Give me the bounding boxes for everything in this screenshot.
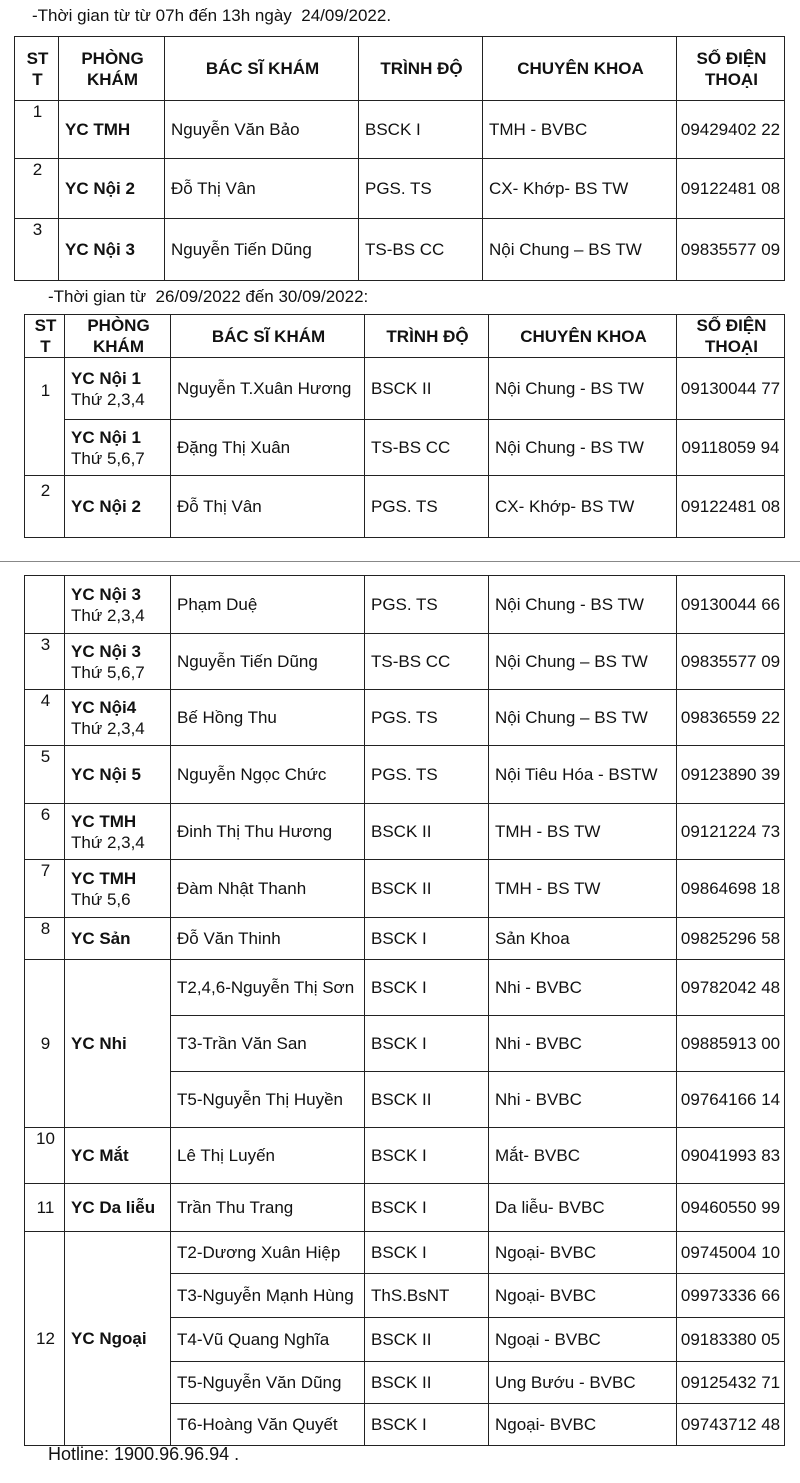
room-cell: YC Nhi — [65, 960, 171, 1128]
room-cell: YC Mắt — [65, 1128, 171, 1184]
specialty-cell: Sản Khoa — [489, 918, 677, 960]
specialty-cell: CX- Khớp- BS TW — [483, 159, 677, 219]
header-doctor: BÁC SĨ KHÁM — [171, 315, 365, 358]
room-cell: YC Nội 2 — [59, 159, 165, 219]
specialty-cell: Mắt- BVBC — [489, 1128, 677, 1184]
degree-cell: BSCK I — [365, 1404, 489, 1446]
doctor-cell: Bế Hồng Thu — [171, 690, 365, 746]
phone-cell: 09123890 39 — [677, 746, 785, 804]
degree-cell: BSCK I — [365, 918, 489, 960]
doctor-cell: Đặng Thị Xuân — [171, 420, 365, 476]
table-row — [25, 746, 785, 804]
room-cell: YC Sản — [65, 918, 171, 960]
phone-cell: 09130044 66 — [677, 576, 785, 634]
stt-cell: 3 — [25, 634, 65, 690]
room-cell — [65, 420, 171, 476]
room-cell: YC Nội 5 — [65, 746, 171, 804]
stt-cell: 4 — [25, 690, 65, 746]
hotline-text: Hotline: 1900.96.96.94 . — [48, 1444, 240, 1464]
specialty-cell: Nội Chung – BS TW — [483, 219, 677, 281]
phone-cell: 09743712 48 — [677, 1404, 785, 1446]
degree-cell: BSCK I — [365, 960, 489, 1016]
degree-cell: TS-BS CC — [365, 420, 489, 476]
room-cell — [65, 358, 171, 420]
degree-cell: PGS. TS — [359, 159, 483, 219]
degree-cell: BSCK I — [365, 1128, 489, 1184]
room-name: YC TMH — [71, 868, 137, 888]
doctor-cell: Phạm Duệ — [171, 576, 365, 634]
room-days: Thứ 5,6,7 — [71, 448, 145, 468]
phone-cell: 09122481 08 — [677, 476, 785, 538]
degree-cell: ThS.BsNT — [365, 1274, 489, 1318]
stt-cell: 10 — [25, 1128, 65, 1184]
room-days: Thứ 5,6 — [71, 889, 131, 909]
table-row — [25, 476, 785, 538]
phone-cell: 09183380 05 — [677, 1318, 785, 1362]
schedule-table-2 — [24, 314, 785, 538]
doctor-cell: T2-Dương Xuân Hiệp — [171, 1232, 365, 1274]
stt-cell: 1 — [15, 101, 59, 159]
degree-cell: BSCK I — [365, 1184, 489, 1232]
table-row — [25, 420, 785, 476]
room-cell — [65, 804, 171, 860]
doctor-cell: Nguyễn Ngọc Chức — [171, 746, 365, 804]
degree-cell: BSCK I — [365, 1016, 489, 1072]
specialty-cell: Ngoại - BVBC — [489, 1318, 677, 1362]
doctor-cell: Đỗ Văn Thinh — [171, 918, 365, 960]
degree-cell: BSCK II — [365, 1318, 489, 1362]
header-specialty: CHUYÊN KHOA — [483, 37, 677, 101]
phone-cell: 09121224 73 — [677, 804, 785, 860]
phone-cell: 09745004 10 — [677, 1232, 785, 1274]
specialty-cell: Nhi - BVBC — [489, 1072, 677, 1128]
degree-cell: PGS. TS — [365, 746, 489, 804]
specialty-cell: Nhi - BVBC — [489, 960, 677, 1016]
table-row — [25, 960, 785, 1016]
specialty-cell: TMH - BS TW — [489, 860, 677, 918]
doctor-cell: Nguyễn Tiến Dũng — [165, 219, 359, 281]
degree-cell: BSCK II — [365, 1362, 489, 1404]
specialty-cell: Ngoại- BVBC — [489, 1404, 677, 1446]
phone-cell: 09125432 71 — [677, 1362, 785, 1404]
header-doctor: BÁC SĨ KHÁM — [165, 37, 359, 101]
stt-cell: 12 — [25, 1232, 65, 1446]
phone-cell: 09885913 00 — [677, 1016, 785, 1072]
stt-cell: 9 — [25, 960, 65, 1128]
doctor-cell: Nguyễn Tiến Dũng — [171, 634, 365, 690]
stt-cell: 7 — [25, 860, 65, 918]
doctor-cell: Đàm Nhật Thanh — [171, 860, 365, 918]
room-days: Thứ 5,6,7 — [71, 662, 145, 682]
header-phone: SỐ ĐIỆN THOẠI — [677, 37, 785, 101]
stt-cell: 2 — [15, 159, 59, 219]
room-days: Thứ 2,3,4 — [71, 605, 145, 625]
specialty-cell: Nội Tiêu Hóa - BSTW — [489, 746, 677, 804]
degree-cell: PGS. TS — [365, 690, 489, 746]
phone-cell: 09041993 83 — [677, 1128, 785, 1184]
specialty-cell: Ngoại- BVBC — [489, 1232, 677, 1274]
degree-cell: BSCK I — [365, 1232, 489, 1274]
phone-cell: 09118059 94 — [677, 420, 785, 476]
doctor-cell: Đỗ Thị Vân — [171, 476, 365, 538]
table-row — [25, 918, 785, 960]
phone-cell: 09764166 14 — [677, 1072, 785, 1128]
degree-cell: BSCK II — [365, 860, 489, 918]
specialty-cell: Da liễu- BVBC — [489, 1184, 677, 1232]
doctor-cell: Đỗ Thị Vân — [165, 159, 359, 219]
schedule-table-1 — [14, 36, 785, 281]
header-room: PHÒNG KHÁM — [65, 315, 171, 358]
section1-heading: -Thời gian từ từ 07h đến 13h ngày 24/09/2022. — [32, 6, 392, 25]
phone-cell: 09429402 22 — [677, 101, 785, 159]
room-name: YC Nội 1 — [71, 427, 141, 447]
degree-cell: BSCK I — [359, 101, 483, 159]
room-cell — [65, 576, 171, 634]
header-degree: TRÌNH ĐỘ — [359, 37, 483, 101]
table-row — [25, 1128, 785, 1184]
header-specialty: CHUYÊN KHOA — [489, 315, 677, 358]
specialty-cell: TMH - BVBC — [483, 101, 677, 159]
phone-cell: 09122481 08 — [677, 159, 785, 219]
schedule-table-3 — [24, 575, 785, 1446]
specialty-cell: CX- Khớp- BS TW — [489, 476, 677, 538]
degree-cell: BSCK II — [365, 804, 489, 860]
header-degree: TRÌNH ĐỘ — [365, 315, 489, 358]
specialty-cell: Ngoại- BVBC — [489, 1274, 677, 1318]
stt-cell: 11 — [25, 1184, 65, 1232]
stt-cell: 5 — [25, 746, 65, 804]
stt-cell: 6 — [25, 804, 65, 860]
stt-cell: 3 — [15, 219, 59, 281]
doctor-cell: T5-Nguyễn Văn Dũng — [171, 1362, 365, 1404]
doctor-cell: Trần Thu Trang — [171, 1184, 365, 1232]
degree-cell: TS-BS CC — [365, 634, 489, 690]
table-row — [25, 804, 785, 860]
phone-cell: 09973336 66 — [677, 1274, 785, 1318]
page-break-divider — [0, 561, 800, 562]
specialty-cell: Nội Chung - BS TW — [489, 576, 677, 634]
room-name: YC TMH — [71, 811, 137, 831]
room-cell: YC TMH — [59, 101, 165, 159]
degree-cell: PGS. TS — [365, 576, 489, 634]
degree-cell: BSCK II — [365, 1072, 489, 1128]
header-phone: SỐ ĐIỆN THOẠI — [677, 315, 785, 358]
table-row — [25, 1232, 785, 1274]
table-row — [15, 101, 785, 159]
degree-cell: BSCK II — [365, 358, 489, 420]
specialty-cell: Nội Chung - BS TW — [489, 420, 677, 476]
header-stt: ST T — [15, 37, 59, 101]
phone-cell: 09130044 77 — [677, 358, 785, 420]
room-cell — [65, 690, 171, 746]
table-row — [25, 860, 785, 918]
phone-cell: 09836559 22 — [677, 690, 785, 746]
doctor-cell: T3-Trần Văn San — [171, 1016, 365, 1072]
stt-cell — [25, 576, 65, 634]
room-cell: YC Da liễu — [65, 1184, 171, 1232]
doctor-cell: T2,4,6-Nguyễn Thị Sơn — [171, 960, 365, 1016]
table-row — [25, 1184, 785, 1232]
doctor-cell: T3-Nguyễn Mạnh Hùng — [171, 1274, 365, 1318]
doctor-cell: T4-Vũ Quang Nghĩa — [171, 1318, 365, 1362]
table-row — [15, 159, 785, 219]
table-row — [25, 576, 785, 634]
specialty-cell: Ung Bướu - BVBC — [489, 1362, 677, 1404]
room-name: YC Nội 1 — [71, 368, 141, 388]
room-cell — [65, 634, 171, 690]
doctor-cell: Nguyễn T.Xuân Hương — [171, 358, 365, 420]
room-days: Thứ 2,3,4 — [71, 718, 145, 738]
room-days: Thứ 2,3,4 — [71, 389, 145, 409]
doctor-cell: Nguyễn Văn Bảo — [165, 101, 359, 159]
doctor-cell: T6-Hoàng Văn Quyết — [171, 1404, 365, 1446]
table-row — [25, 634, 785, 690]
stt-cell: 1 — [25, 358, 65, 476]
room-name: YC Nội4 — [71, 697, 137, 717]
phone-cell: 09825296 58 — [677, 918, 785, 960]
doctor-cell: T5-Nguyễn Thị Huyền — [171, 1072, 365, 1128]
table-row — [25, 358, 785, 420]
phone-cell: 09782042 48 — [677, 960, 785, 1016]
stt-cell: 8 — [25, 918, 65, 960]
section2-heading: -Thời gian từ 26/09/2022 đến 30/09/2022: — [48, 287, 369, 306]
doctor-cell: Lê Thị Luyến — [171, 1128, 365, 1184]
specialty-cell: Nội Chung – BS TW — [489, 634, 677, 690]
room-name: YC Nội 3 — [71, 584, 141, 604]
degree-cell: TS-BS CC — [359, 219, 483, 281]
specialty-cell: Nội Chung – BS TW — [489, 690, 677, 746]
room-days: Thứ 2,3,4 — [71, 832, 145, 852]
phone-cell: 09460550 99 — [677, 1184, 785, 1232]
room-cell: YC Nội 2 — [65, 476, 171, 538]
room-cell: YC Ngoại — [65, 1232, 171, 1446]
room-cell — [65, 860, 171, 918]
stt-cell: 2 — [25, 476, 65, 538]
table-row — [15, 219, 785, 281]
specialty-cell: Nội Chung - BS TW — [489, 358, 677, 420]
room-name: YC Nội 3 — [71, 641, 141, 661]
header-room: PHÒNG KHÁM — [59, 37, 165, 101]
header-stt: ST T — [25, 315, 65, 358]
room-cell: YC Nội 3 — [59, 219, 165, 281]
doctor-cell: Đinh Thị Thu Hương — [171, 804, 365, 860]
phone-cell: 09835577 09 — [677, 634, 785, 690]
degree-cell: PGS. TS — [365, 476, 489, 538]
phone-cell: 09835577 09 — [677, 219, 785, 281]
specialty-cell: TMH - BS TW — [489, 804, 677, 860]
table-row — [25, 690, 785, 746]
phone-cell: 09864698 18 — [677, 860, 785, 918]
specialty-cell: Nhi - BVBC — [489, 1016, 677, 1072]
